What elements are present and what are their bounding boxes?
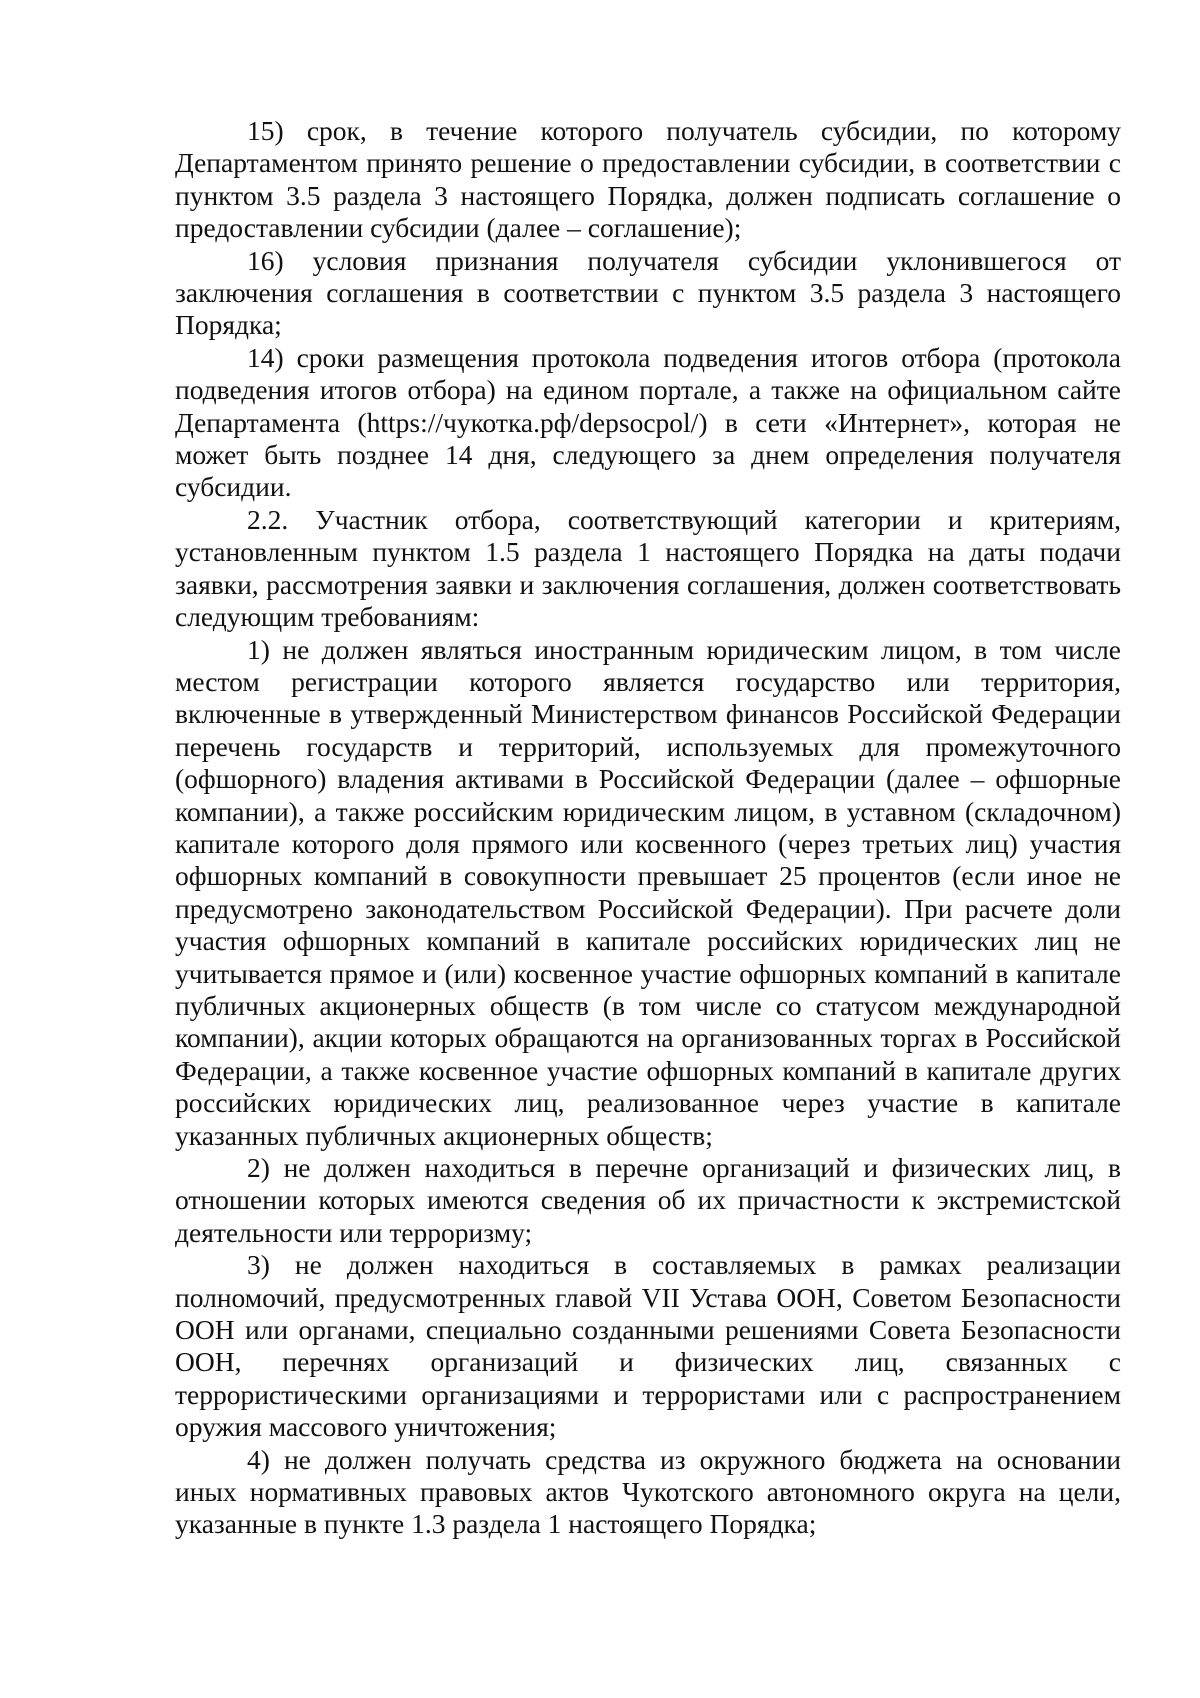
paragraph-2-2-requirements-intro: 2.2. Участник отбора, соответствующий категории и критериям, установленным пунктом 1.5 раздела 1 настоящего Порядка на даты подачи заявки, рассмотрения заявки и заключения соглашения, должен соответствовать следующим требованиям: xyxy=(175,503,1121,633)
paragraph-15-signing-term: 15) срок, в течение которого получатель субсидии, по которому Департаментом принято решение о предоставлении субсидии, в соответствии с пунктом 3.5 раздела 3 настоящего Порядка, должен подписать соглашение о предоставлении субсидии (далее – соглашение); xyxy=(175,115,1121,244)
document-page xyxy=(175,115,1121,1541)
paragraph-requirement-2-extremism: 2) не должен находиться в перечне организаций и физических лиц, в отношении которых имеются сведения об их причастности к экстремистской деятельности или терроризму; xyxy=(175,1152,1121,1248)
paragraph-requirement-4-budget-funds: 4) не должен получать средства из окружного бюджета на основании иных нормативных правовых актов Чукотского автономного округа на цели, указанные в пункте 1.3 раздела 1 настоящего Порядка; xyxy=(175,1443,1121,1540)
paragraph-14-protocol-publication: 14) сроки размещения протокола подведения итогов отбора (протокола подведения итогов отбора) на едином портале, а также на официальном сайте Департамента (https://чукотка.рф/depsocpol/) в сети «Интернет», которая не может быть позднее 14 дня, следующего за днем определения получателя субсидии. xyxy=(175,341,1121,503)
paragraph-requirement-3-un-lists: 3) не должен находиться в составляемых в рамках реализации полномочий, предусмотренных главой VII Устава ООН, Советом Безопасности ООН или органами, специально созданными решениями Совета Безопасности ООН, перечнях организаций и физических лиц, связанных с террористическими организациями и террористами или с распространением оружия массового уничтожения; xyxy=(175,1249,1121,1443)
paragraph-requirement-1-offshore: 1) не должен являться иностранным юридическим лицом, в том числе местом регистрации которого является государство или территория, включенные в утвержденный Министерством финансов Российской Федерации перечень государств и территорий, используемых для промежуточного (офшорного) владения активами в Российской Федерации (далее – офшорные компании), а также российским юридическим лицом, в уставном (складочном) капитале которого доля прямого или косвенного (через третьих лиц) участия офшорных компаний в совокупности превышает 25 процентов (если иное не предусмотрено законодательством Российской Федерации). При расчете доли участия офшорных компаний в капитале российских юридических лиц не учитывается прямое и (или) косвенное участие офшорных компаний в капитале публичных акционерных обществ (в том числе со статусом международной компании), акции которых обращаются на организованных торгах в Российской Федерации, а также косвенное участие офшорных компаний в капитале других российских юридических лиц, реализованное через участие в капитале указанных публичных акционерных обществ; xyxy=(175,633,1121,1151)
paragraph-16-evasion-conditions: 16) условия признания получателя субсидии уклонившегося от заключения соглашения в соответствии с пунктом 3.5 раздела 3 настоящего Порядка; xyxy=(175,244,1121,341)
